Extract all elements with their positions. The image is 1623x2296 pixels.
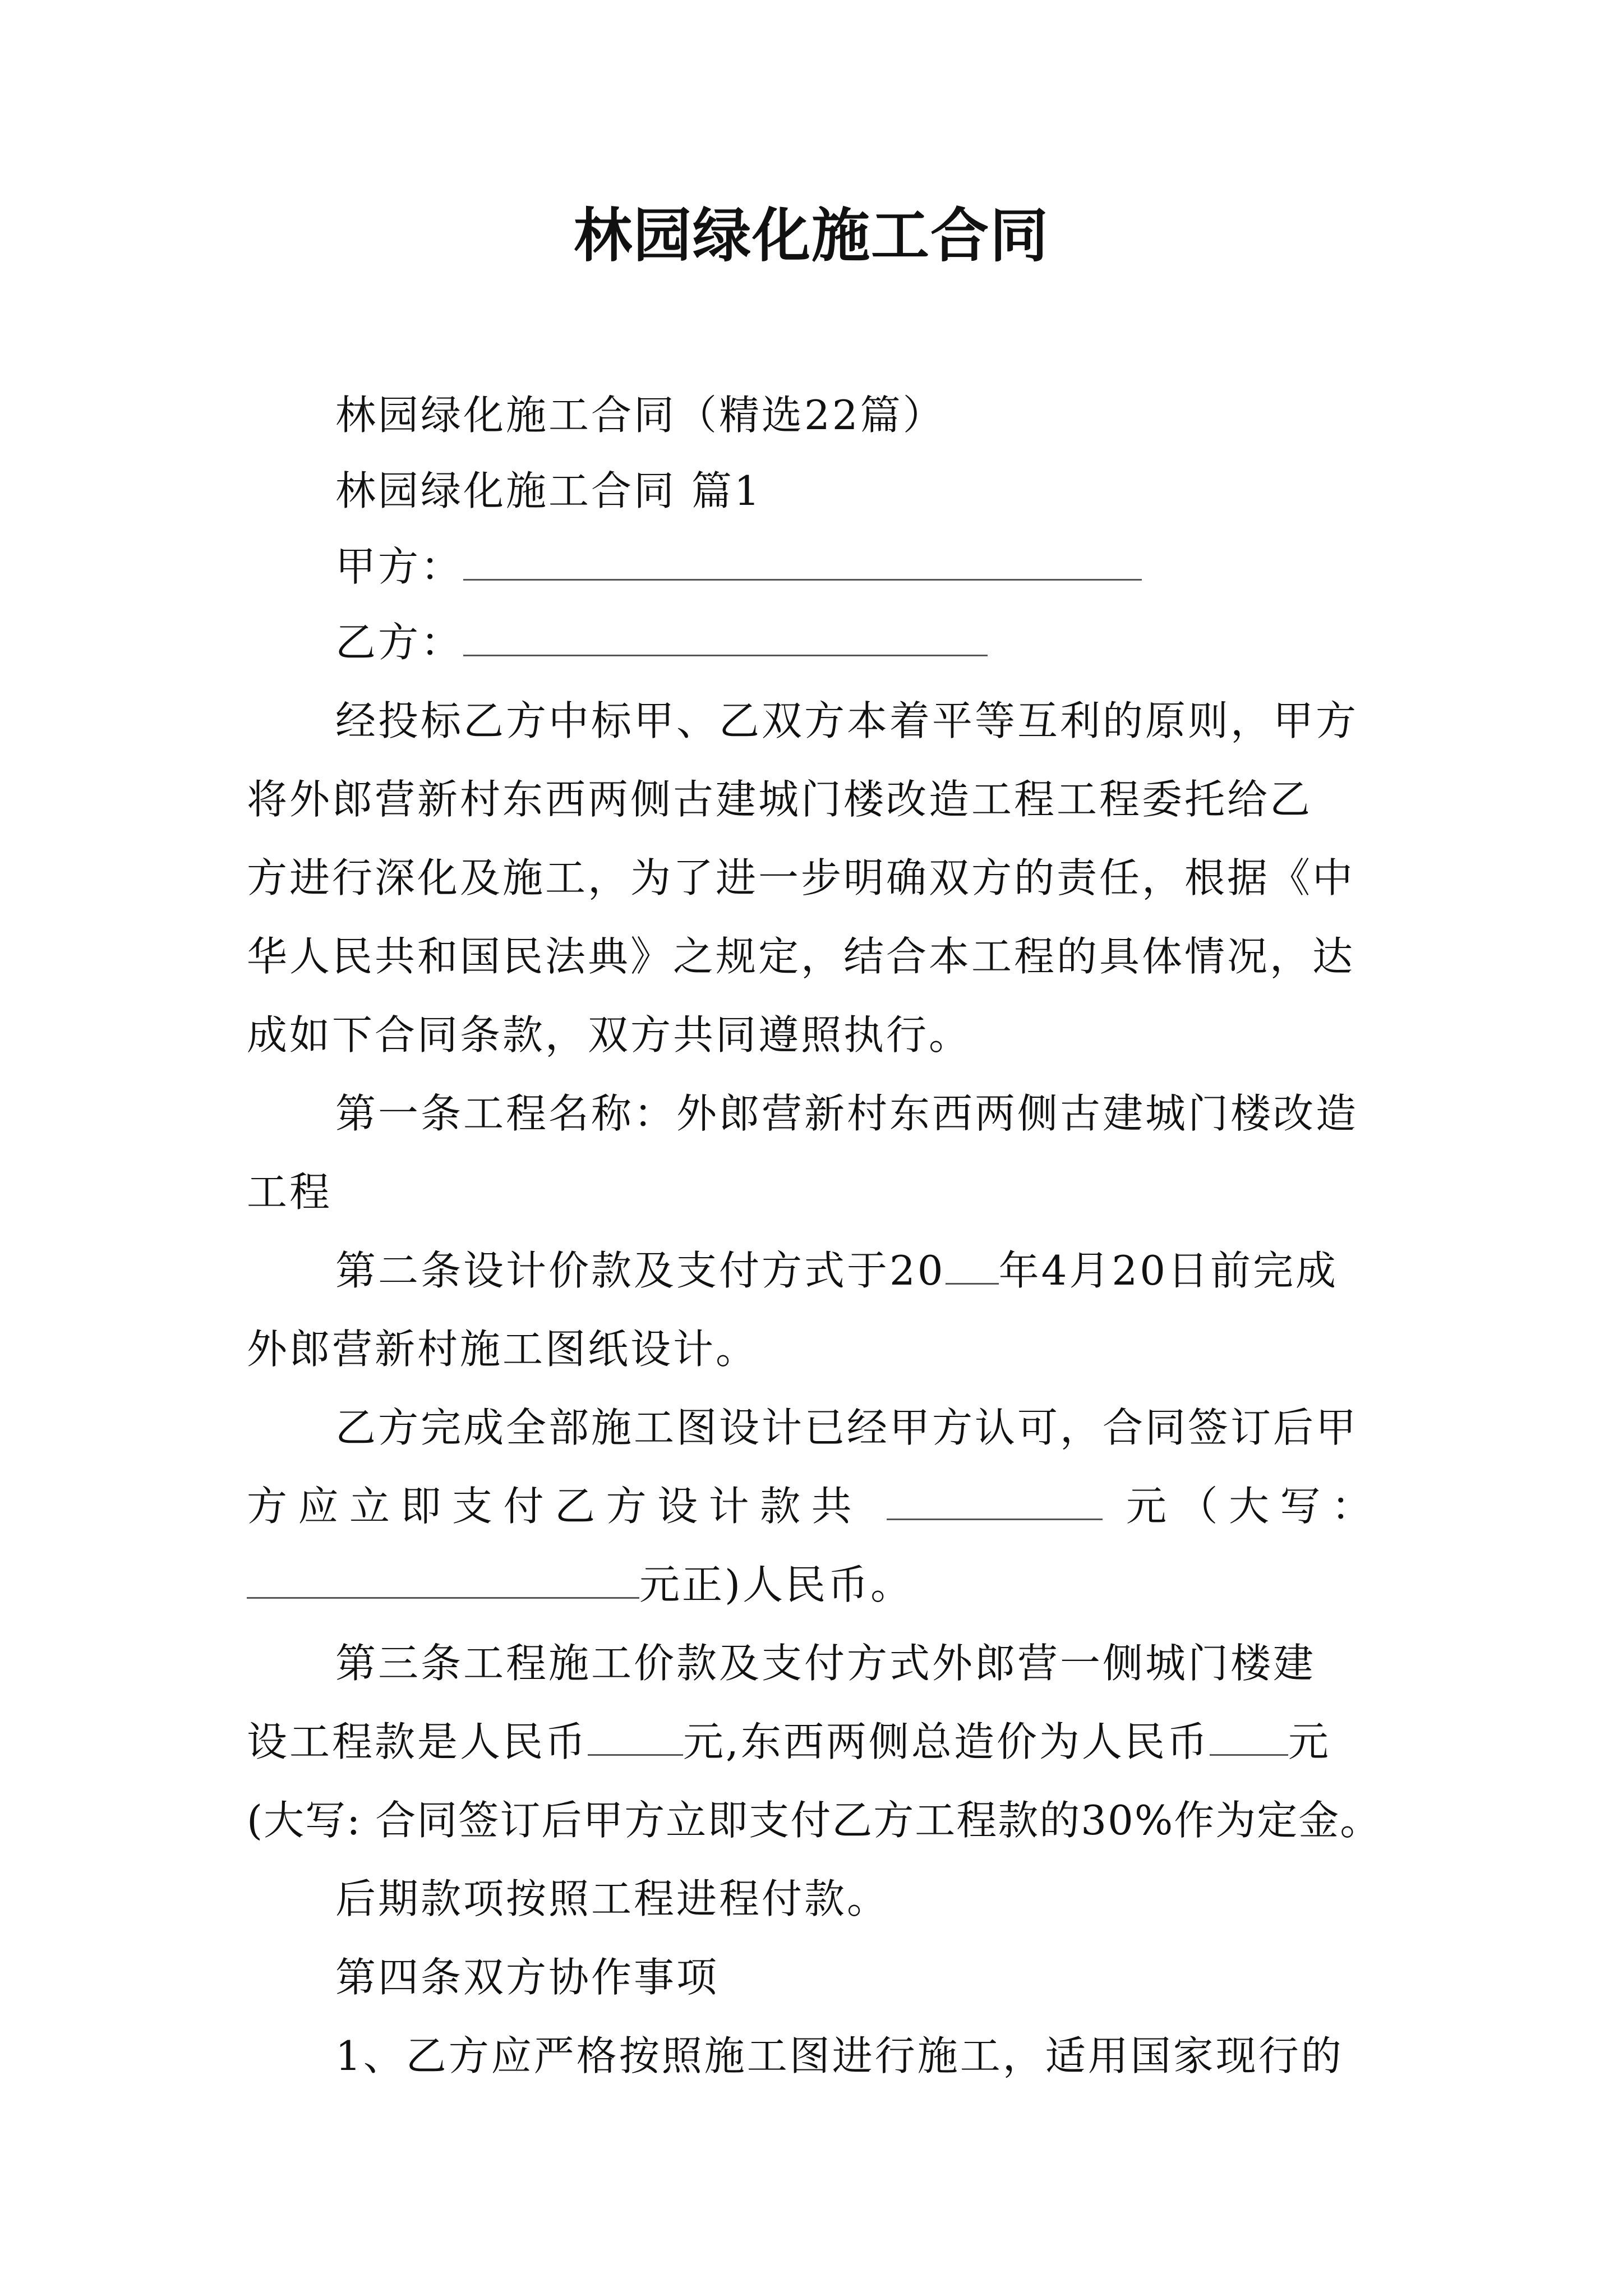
article-1-line: 工程 [247,1168,333,1216]
article-4-item: 1、乙方应严格按照施工图进行施工，适用国家现行的 [335,2032,1344,2079]
article-3-line: 后期款项按照工程进程付款。 [335,1875,890,1922]
article-2-text: 第二条设计价款及支付方式于20 [335,1247,946,1294]
year-blank [946,1249,999,1285]
document-subtitle: 林园绿化施工合同（精选22篇） [335,392,946,439]
party-b-label: 乙方： [335,619,464,666]
article-2-line [335,1237,1338,1304]
paragraph-line: 华人民共和国民法典》之规定，结合本工程的具体情况，达 [247,933,1355,980]
party-a-label: 甲方： [335,543,464,590]
design-payment-line: 乙方完成全部施工图设计已经甲方认可，合同签订后甲 [335,1404,1359,1451]
section-heading: 林园绿化施工合同 篇1 [335,467,762,514]
paragraph-line: 方进行深化及施工，为了进一步明确双方的责任，根据《中 [247,854,1355,901]
article-4-heading: 第四条双方协作事项 [335,1954,720,2001]
article-1-line: 第一条工程名称：外郎营新村东西两侧古建城门楼改造 [335,1090,1359,1137]
article-2-line: 外郎营新村施工图纸设计。 [247,1326,759,1373]
total-amount-blank [1210,1720,1288,1756]
design-payment-line [247,1473,1374,1540]
design-payment-text: 方应立即支付乙方设计款共 [247,1483,863,1530]
article-3-text: 元,东西两侧总造价为人民币 [683,1718,1210,1765]
design-payment-line [247,1551,913,1618]
article-3-line [247,1708,1331,1775]
document-title: 林园绿化施工合同 [573,201,1049,270]
article-3-line: 第三条工程施工价款及支付方式外郎营一侧城门楼建 [335,1640,1316,1687]
article-3-text: 设工程款是人民币 [247,1718,588,1765]
party-b-blank [463,621,988,656]
paragraph-line: 经投标乙方中标甲、乙双方本着平等互利的原则，甲方 [335,697,1359,744]
article-3-line: (大写: 合同签订后甲方立即支付乙方工程款的30%作为定金。 [247,1797,1382,1844]
construction-amount-blank [588,1720,683,1756]
article-2-text: 年4月20日前完成 [998,1247,1339,1294]
design-payment-text: 元正)人民币。 [639,1561,914,1608]
party-a-blank [463,545,1142,581]
design-payment-text: 元（大写： [1126,1483,1374,1530]
design-amount-blank [887,1485,1103,1520]
design-amount-words-blank [247,1563,639,1599]
party-a-line [335,533,1142,600]
article-3-text: 元 [1288,1718,1331,1765]
party-b-line [335,609,988,676]
paragraph-line: 将外郎营新村东西两侧古建城门楼改造工程工程委托给乙 [247,776,1313,823]
paragraph-line: 成如下合同条款，双方共同遵照执行。 [247,1011,972,1059]
